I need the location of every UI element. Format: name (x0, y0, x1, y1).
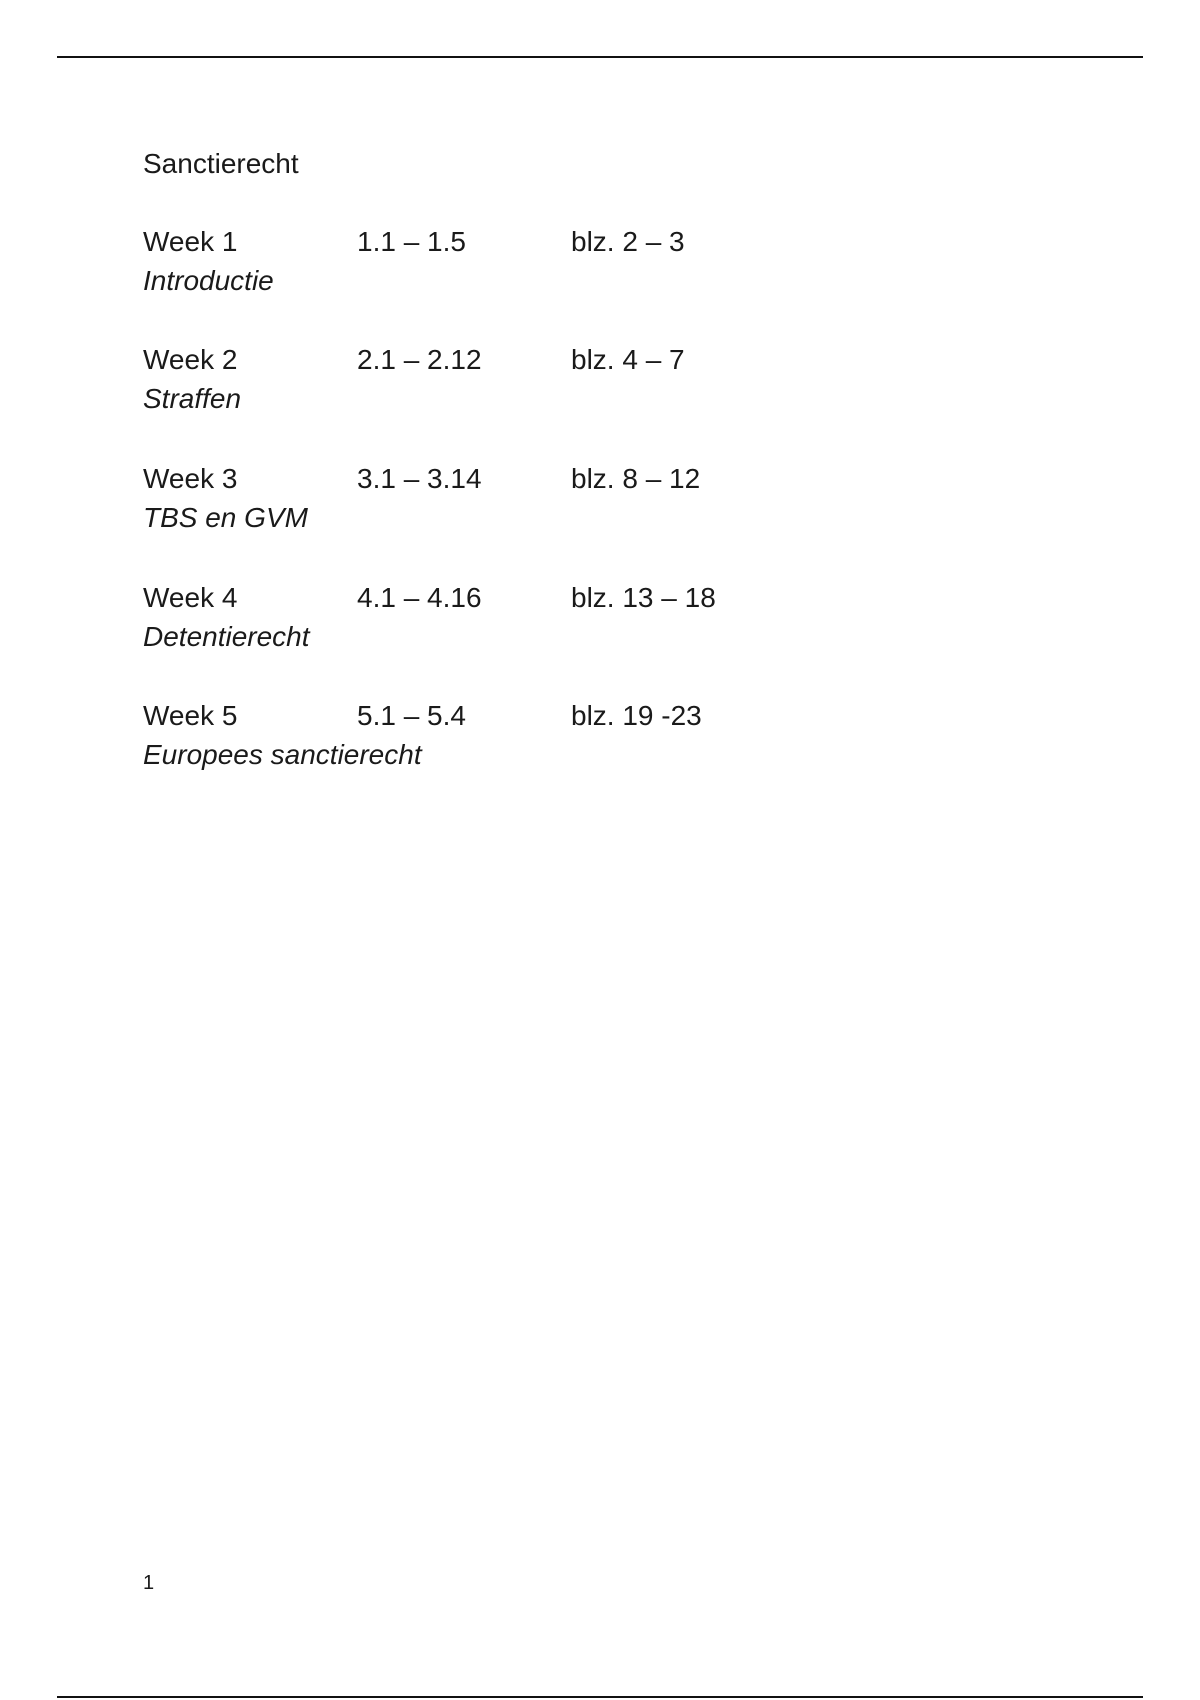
page-range: blz. 2 – 3 (571, 226, 685, 257)
week-label: Week 5 (143, 700, 238, 731)
document-title: Sanctierecht (143, 148, 299, 179)
section-range: 4.1 – 4.16 (357, 582, 482, 613)
page-range: blz. 4 – 7 (571, 344, 685, 375)
week-topic: TBS en GVM (143, 502, 308, 533)
top-rule (57, 56, 1143, 58)
week-label: Week 1 (143, 226, 238, 257)
week-entry (143, 698, 843, 778)
section-range: 5.1 – 5.4 (357, 700, 466, 731)
week-topic: Introductie (143, 265, 274, 296)
section-range: 3.1 – 3.14 (357, 463, 482, 494)
week-label: Week 3 (143, 463, 238, 494)
week-topic: Europees sanctierecht (143, 739, 422, 770)
week-entry (143, 580, 843, 660)
page-range: blz. 8 – 12 (571, 463, 701, 494)
bottom-rule (57, 1696, 1143, 1698)
page-range: blz. 19 -23 (571, 700, 702, 731)
week-entry (143, 342, 843, 422)
section-range: 1.1 – 1.5 (357, 226, 466, 257)
page-number: 1 (143, 1572, 155, 1594)
week-entry (143, 461, 843, 541)
week-topic: Straffen (143, 383, 242, 414)
week-topic: Detentierecht (143, 621, 310, 652)
section-range: 2.1 – 2.12 (357, 344, 482, 375)
page-range: blz. 13 – 18 (571, 582, 716, 613)
week-label: Week 4 (143, 582, 238, 613)
week-entry (143, 224, 843, 304)
week-label: Week 2 (143, 344, 238, 375)
